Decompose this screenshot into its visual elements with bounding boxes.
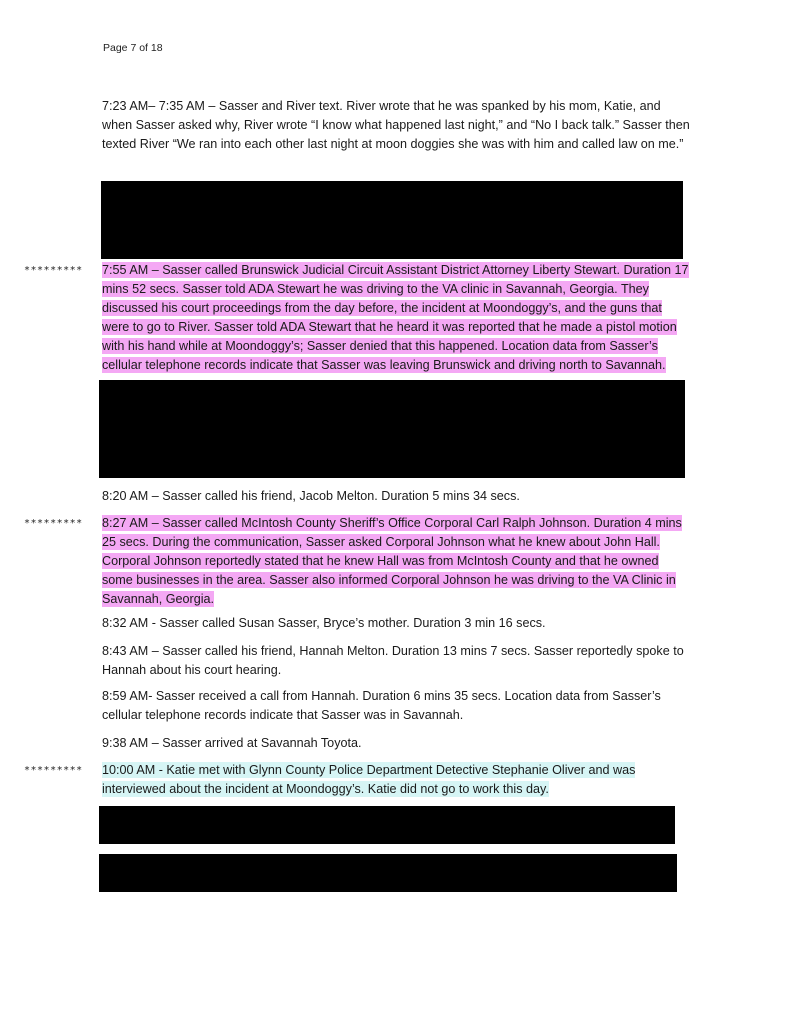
entry-0723: 7:23 AM– 7:35 AM – Sasser and River text. River wrote that he was spanked by his mom, Katie, and when Sasser asked why, River wrote “I know what happened last night,” and “No I back talk.” Sasser then texted River “We ran into each other last night at moon doggies she was with him and called law on me.” (102, 99, 690, 151)
highlighted-text: 10:00 AM - Katie met with Glynn County Police Department Detective Stephanie Oliver and was interviewed about the incident at Moondoggy’s. Katie did not go to work this day. (102, 763, 636, 796)
entry-0843: 8:43 AM – Sasser called his friend, Hannah Melton. Duration 13 mins 7 secs. Sasser reportedly spoke to Hannah about his court hearing. (102, 644, 684, 677)
highlighted-text: 8:27 AM – Sasser called McIntosh County Sheriff’s Office Corporal Carl Ralph Johnson. Duration 4 mins 25 secs. During the communication, Sasser asked Corporal Johnson what he knew about John Hall. Corporal Johnson reportedly stated that he knew Hall was from McIntosh County and that he owned some businesses in the area. Sasser also informed Corporal Johnson he was driving to the VA Clinic in Savannah, Georgia. (102, 516, 682, 606)
entry-0832: 8:32 AM - Sasser called Susan Sasser, Bryce’s mother. Duration 3 min 16 secs. (102, 616, 546, 630)
entry-1000 (102, 761, 690, 799)
entry-0859: 8:59 AM- Sasser received a call from Hannah. Duration 6 mins 35 secs. Location data from Sasser’s cellular telephone records indicate that Sasser was in Savannah. (102, 689, 661, 722)
asterisk-marker: ********* (24, 518, 83, 529)
asterisk-marker: ********* (24, 265, 83, 276)
highlighted-text: 7:55 AM – Sasser called Brunswick Judicial Circuit Assistant District Attorney Liberty Stewart. Duration 17 mins 52 secs. Sasser told ADA Stewart he was driving to the VA clinic in Savannah, Georgia. They discussed his court proceedings from the day before, the incident at Moondoggy’s, and the guns that were to go to River. Sasser told ADA Stewart that he heard it was reported that he made a pistol motion with his hand while at Moondoggy’s; Sasser denied that this happened. Location data from Sasser’s cellular telephone records indicate that Sasser was leaving Brunswick and driving north to Savannah. (102, 263, 689, 372)
redaction-block (101, 181, 683, 259)
entry-0820: 8:20 AM – Sasser called his friend, Jacob Melton. Duration 5 mins 34 secs. (102, 489, 520, 503)
entry-0827 (102, 514, 690, 609)
redaction-block (99, 380, 685, 478)
redaction-block (99, 854, 677, 892)
page-number: Page 7 of 18 (103, 42, 163, 54)
entry-0938: 9:38 AM – Sasser arrived at Savannah Toyota. (102, 736, 362, 750)
redaction-block (99, 806, 675, 844)
asterisk-marker: ********* (24, 765, 83, 776)
entry-0755 (102, 261, 690, 375)
